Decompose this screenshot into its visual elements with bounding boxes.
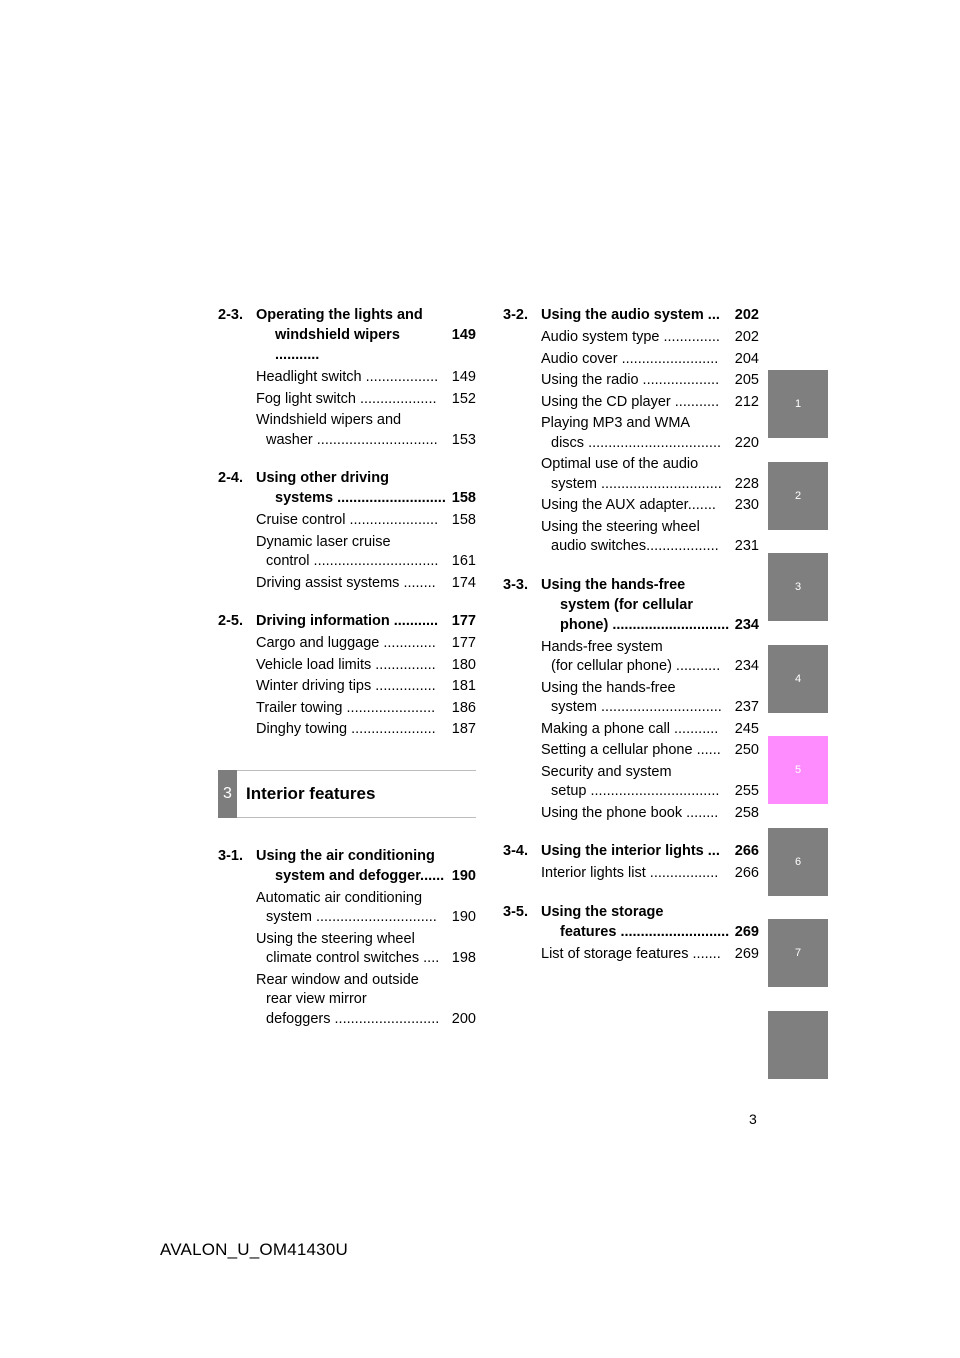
toc-entry-text: Dynamic laser cruise <box>256 533 391 550</box>
toc-entry-page-number: 149 <box>451 369 476 385</box>
toc-entry[interactable] <box>541 720 759 740</box>
section-number: 3-5. <box>503 903 528 920</box>
toc-entry-text: Driving assist systems ........ <box>256 574 436 591</box>
toc-entry-line <box>541 393 759 413</box>
toc-entry-text: Rear window and outside <box>256 971 419 988</box>
section-title-text: Using the air conditioning <box>256 847 435 864</box>
toc-entry-line <box>541 414 759 434</box>
toc-entry-text: Vehicle load limits ............... <box>256 656 436 673</box>
toc-entry-page-number: 234 <box>734 658 759 674</box>
section-title-text: Using other driving <box>256 470 389 486</box>
section-title-text: windshield wipers ........... <box>275 327 400 363</box>
section-title-line <box>256 305 476 325</box>
toc-entry[interactable] <box>541 945 759 965</box>
section-title-line <box>256 468 476 488</box>
page-number: 3 <box>749 1111 757 1127</box>
toc-entry-line <box>541 350 759 370</box>
section-items <box>503 638 759 824</box>
section-title-line <box>256 846 476 866</box>
section-title-text: Driving information ........... <box>256 613 439 629</box>
toc-entry-page-number: 205 <box>734 372 759 388</box>
toc-entry[interactable] <box>256 574 476 594</box>
toc-entry-page-number: 250 <box>734 742 759 758</box>
section-page-number: 177 <box>451 613 476 629</box>
toc-entry[interactable] <box>256 677 476 697</box>
toc-entry[interactable] <box>256 720 476 740</box>
section-title-line <box>256 611 476 631</box>
toc-entry-page-number: 231 <box>734 538 759 554</box>
toc-entry-text: control ............................... <box>266 553 439 569</box>
section-title-text: features ........................... <box>560 923 730 940</box>
section-title <box>541 305 759 325</box>
toc-entry-line <box>541 328 759 348</box>
toc-entry-page-number: 245 <box>734 720 759 737</box>
toc-entry-line <box>541 537 759 557</box>
toc-entry-line <box>541 657 759 677</box>
toc-entry[interactable] <box>541 864 759 884</box>
toc-entry-page-number: 174 <box>451 574 476 591</box>
section-number: 3-4. <box>503 843 528 859</box>
toc-entry[interactable] <box>256 656 476 676</box>
section-number: 3-3. <box>503 576 528 593</box>
toc-entry-text: Audio system type .............. <box>541 329 720 345</box>
toc-section <box>218 468 476 593</box>
toc-entry-text: Using the AUX adapter....... <box>541 497 716 513</box>
toc-entry-line <box>256 677 476 697</box>
section-title-line <box>541 575 759 595</box>
section-page-number: 202 <box>734 307 759 323</box>
toc-entry-line <box>541 638 759 658</box>
section-title-line <box>541 305 759 325</box>
toc-entry-line <box>541 698 759 718</box>
toc-entry-page-number: 269 <box>734 945 759 962</box>
toc-entry-line <box>541 679 759 699</box>
toc-entry-line <box>256 368 476 388</box>
toc-entry-text: (for cellular phone) ........... <box>551 658 721 674</box>
section-number: 2-3. <box>218 307 243 323</box>
chapter-header[interactable] <box>218 770 476 818</box>
toc-entry-page-number: 180 <box>451 656 476 673</box>
toc-entry-text: Headlight switch .................. <box>256 369 439 385</box>
toc-section <box>218 846 476 1030</box>
toc-entry-text: Setting a cellular phone ...... <box>541 742 721 758</box>
toc-entry-line <box>541 434 759 454</box>
section-heading[interactable] <box>503 841 759 861</box>
toc-entry-text: Using the CD player ........... <box>541 393 720 410</box>
toc-entry-text: Dinghy towing ..................... <box>256 721 436 737</box>
toc-entry-text: Using the steering wheel <box>256 930 415 947</box>
toc-entry-text: Optimal use of the audio <box>541 456 699 472</box>
toc-entry-page-number: 177 <box>451 635 476 651</box>
toc-entry-line <box>541 782 759 802</box>
toc-entry-page-number: 202 <box>734 329 759 345</box>
toc-entry[interactable] <box>256 368 476 388</box>
toc-entry-text: Interior lights list ................. <box>541 865 719 881</box>
toc-entry-line <box>541 496 759 516</box>
toc-entry-line <box>256 511 476 531</box>
toc-entry-page-number: 237 <box>734 699 759 715</box>
section-title-line <box>256 325 476 365</box>
section-heading[interactable] <box>218 611 476 631</box>
toc-entry-page-number: 230 <box>734 497 759 513</box>
chapter-title: Interior features <box>246 783 376 803</box>
section-heading[interactable] <box>218 468 476 508</box>
chapter-tab-5[interactable]: 5 <box>768 736 828 804</box>
section-page-number: 190 <box>451 867 476 884</box>
toc-entry[interactable] <box>541 371 759 391</box>
section-title-text: phone) ............................. <box>560 616 730 633</box>
section-items <box>218 368 476 450</box>
toc-entry-line <box>256 634 476 654</box>
section-number: 2-4. <box>218 470 243 486</box>
toc-entry-line <box>256 1010 476 1030</box>
toc-entry-text: climate control switches .... <box>266 950 440 966</box>
toc-sections-group-2 <box>218 846 476 1030</box>
toc-entry-line <box>256 574 476 594</box>
toc-entry-text: Playing MP3 and WMA <box>541 415 691 431</box>
toc-entry-page-number: 153 <box>451 431 476 448</box>
section-title-line <box>256 488 476 508</box>
toc-entry-line <box>256 411 476 431</box>
toc-entry-line <box>256 930 476 950</box>
toc-entry-line <box>541 864 759 884</box>
toc-entry[interactable] <box>256 390 476 410</box>
toc-entry[interactable] <box>541 741 759 761</box>
toc-entry[interactable] <box>541 350 759 370</box>
section-items <box>503 945 759 965</box>
toc-entry-text: system .............................. <box>266 909 437 925</box>
section-number: 3-1. <box>218 847 243 864</box>
toc-entry[interactable] <box>256 511 476 531</box>
toc-entry-text: Windshield wipers and <box>256 412 402 428</box>
section-title-line <box>256 866 476 886</box>
toc-entry-line <box>541 763 759 783</box>
toc-entry[interactable] <box>256 699 476 719</box>
chapter-tab-index[interactable] <box>768 1011 828 1079</box>
toc-entry[interactable] <box>541 414 759 453</box>
toc-entry[interactable] <box>541 393 759 413</box>
toc-entry-page-number: 190 <box>451 909 476 925</box>
toc-entry-page-number: 200 <box>451 1010 476 1027</box>
section-items <box>503 864 759 884</box>
toc-entry[interactable] <box>541 455 759 494</box>
toc-entry-line <box>256 971 476 991</box>
section-heading[interactable] <box>218 846 476 886</box>
section-title-line <box>541 595 759 615</box>
toc-entry-text: system .............................. <box>551 475 722 492</box>
toc-entry-page-number: 266 <box>734 865 759 881</box>
toc-entry-text: defoggers .......................... <box>266 1010 440 1027</box>
toc-entry-text: washer .............................. <box>266 431 438 448</box>
section-number: 3-2. <box>503 307 528 323</box>
section-page-number: 266 <box>734 843 759 859</box>
toc-entry[interactable] <box>541 679 759 718</box>
toc-entry-line <box>256 431 476 451</box>
toc-entry[interactable] <box>541 763 759 802</box>
section-title-text: Using the audio system ... <box>541 307 720 323</box>
toc-left-column <box>218 305 476 1047</box>
toc-entry-text: Using the hands-free <box>541 679 676 696</box>
chapter-tab-3[interactable]: 3 <box>768 553 828 621</box>
toc-entry[interactable] <box>256 930 476 969</box>
toc-section <box>218 305 476 450</box>
section-heading[interactable] <box>503 305 759 325</box>
section-heading[interactable] <box>503 902 759 942</box>
toc-entry-line <box>541 741 759 761</box>
toc-sections-group-3 <box>503 305 759 964</box>
toc-entry[interactable] <box>256 971 476 1030</box>
section-title-line <box>541 922 759 942</box>
toc-entry-text: Making a phone call ........... <box>541 720 719 737</box>
toc-entry[interactable] <box>541 804 759 824</box>
section-heading[interactable] <box>503 575 759 635</box>
toc-section <box>503 902 759 965</box>
toc-entry-text: audio switches.................. <box>551 538 719 554</box>
section-number: 2-5. <box>218 613 243 629</box>
toc-entry-text: Hands-free system <box>541 638 663 655</box>
chapter-tab-7[interactable]: 7 <box>768 919 828 987</box>
section-title-text: Using the interior lights ... <box>541 843 720 859</box>
section-title <box>541 575 759 635</box>
toc-entry-line <box>541 804 759 824</box>
toc-entry-text: Cruise control ...................... <box>256 512 439 528</box>
toc-entry-text: Fog light switch ................... <box>256 390 437 407</box>
toc-entry-line <box>256 390 476 410</box>
section-page-number: 158 <box>451 490 476 506</box>
toc-entry[interactable] <box>256 533 476 572</box>
toc-entry-line <box>541 720 759 740</box>
toc-entry-line <box>256 949 476 969</box>
toc-entry-text: Winter driving tips ............... <box>256 678 436 694</box>
toc-entry-page-number: 186 <box>451 699 476 716</box>
toc-entry-page-number: 187 <box>451 721 476 737</box>
toc-entry[interactable] <box>256 634 476 654</box>
toc-entry-page-number: 152 <box>451 390 476 407</box>
toc-entry-text: discs ................................. <box>551 434 722 451</box>
toc-entry-page-number: 161 <box>451 553 476 569</box>
toc-entry-page-number: 181 <box>451 678 476 694</box>
toc-entry-line <box>256 699 476 719</box>
toc-entry[interactable] <box>541 638 759 677</box>
toc-entry-line <box>256 889 476 909</box>
toc-right-column <box>503 305 759 982</box>
section-items <box>503 328 759 557</box>
section-title-line <box>541 615 759 635</box>
chapter-tab-1[interactable]: 1 <box>768 370 828 438</box>
chapter-tab-4[interactable]: 4 <box>768 645 828 713</box>
toc-entry-text: Audio cover ........................ <box>541 350 719 367</box>
toc-entry[interactable] <box>541 496 759 516</box>
toc-entry-line <box>541 945 759 965</box>
section-items <box>218 634 476 740</box>
toc-entry-page-number: 220 <box>734 434 759 451</box>
document-code: AVALON_U_OM41430U <box>160 1240 348 1259</box>
toc-entry-text: Using the steering wheel <box>541 518 700 535</box>
toc-entry[interactable] <box>541 518 759 557</box>
toc-entry-page-number: 204 <box>734 350 759 367</box>
toc-entry[interactable] <box>541 328 759 348</box>
section-title <box>256 305 476 365</box>
toc-entry-line <box>256 552 476 572</box>
section-title-line <box>541 841 759 861</box>
toc-section <box>503 841 759 884</box>
toc-entry-line <box>256 656 476 676</box>
toc-entry[interactable] <box>256 889 476 928</box>
toc-entry-page-number: 255 <box>734 783 759 799</box>
toc-entry-text: rear view mirror <box>266 991 367 1007</box>
chapter-tab-2[interactable]: 2 <box>768 462 828 530</box>
section-title <box>256 846 476 886</box>
toc-entry-text: Automatic air conditioning <box>256 889 423 906</box>
section-page-number: 149 <box>451 327 476 343</box>
section-title <box>541 841 759 861</box>
toc-entry-text: Cargo and luggage ............. <box>256 635 436 651</box>
toc-entry-text: Using the phone book ........ <box>541 804 719 821</box>
chapter-tab-6[interactable]: 6 <box>768 828 828 896</box>
toc-entry[interactable] <box>256 411 476 450</box>
toc-entry-page-number: 212 <box>734 393 759 410</box>
section-heading[interactable] <box>218 305 476 365</box>
toc-entry-text: List of storage features ....... <box>541 945 721 962</box>
toc-entry-line <box>256 533 476 553</box>
toc-entry-text: setup ................................ <box>551 783 720 799</box>
toc-entry-line <box>541 475 759 495</box>
section-title-text: Using the storage <box>541 903 664 920</box>
toc-entry-text: system .............................. <box>551 699 722 715</box>
section-title-text: system (for cellular <box>560 596 693 613</box>
toc-sections-group-1 <box>218 305 476 740</box>
section-title-line <box>541 902 759 922</box>
toc-entry-text: Trailer towing ...................... <box>256 699 436 716</box>
toc-entry-page-number: 198 <box>451 950 476 966</box>
toc-entry-line <box>256 720 476 740</box>
toc-entry-text: Security and system <box>541 763 672 780</box>
toc-entry-text: Using the radio ................... <box>541 372 720 388</box>
section-title-text: Using the hands-free <box>541 576 686 593</box>
toc-entry-line <box>541 455 759 475</box>
section-title-text: systems ........................... <box>275 490 446 506</box>
toc-section <box>218 611 476 740</box>
toc-section <box>503 305 759 557</box>
section-items <box>218 511 476 593</box>
toc-entry-line <box>541 371 759 391</box>
toc-entry-page-number: 228 <box>734 475 759 492</box>
section-title <box>256 611 476 631</box>
toc-entry-line <box>256 990 476 1010</box>
section-page-number: 234 <box>734 616 759 633</box>
toc-entry-line <box>541 518 759 538</box>
toc-entry-page-number: 258 <box>734 804 759 821</box>
section-page-number: 269 <box>734 923 759 940</box>
toc-entry-page-number: 158 <box>451 512 476 528</box>
toc-entry-line <box>256 908 476 928</box>
toc-section <box>503 575 759 824</box>
chapter-number-badge: 3 <box>218 770 237 818</box>
section-title <box>256 468 476 508</box>
section-title-text: Operating the lights and <box>256 307 423 323</box>
section-title <box>541 902 759 942</box>
section-title-text: system and defogger...... <box>275 867 445 884</box>
section-items <box>218 889 476 1030</box>
